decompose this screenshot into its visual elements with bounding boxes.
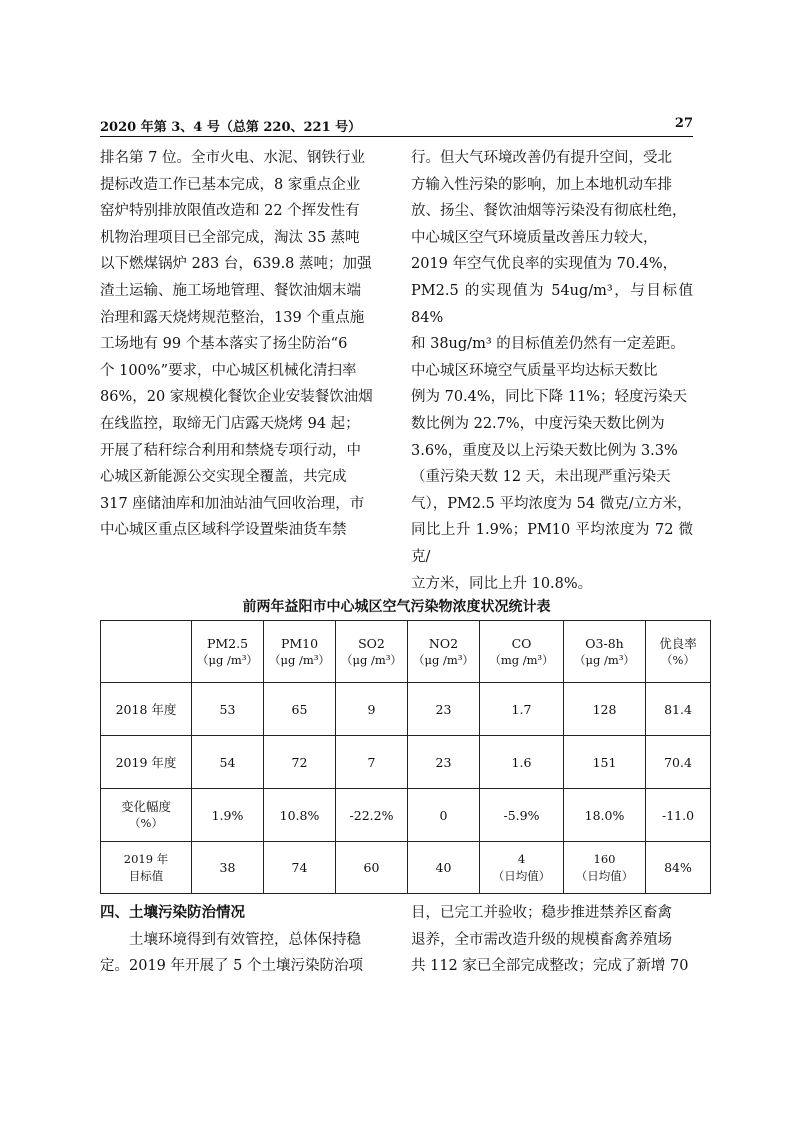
- table-cell: 53: [192, 683, 264, 736]
- text-line: 在线监控，取缔无门店露天烧烤 94 起；: [100, 415, 360, 432]
- table-cell: 74: [264, 842, 336, 894]
- text-line: 同比上升 1.9%；PM10 平均浓度为 72 微克/: [411, 522, 693, 565]
- text-line: 共 112 家已全部完成整改；完成了新增 70: [411, 958, 689, 975]
- column-header: [192, 621, 264, 683]
- column-header: [646, 621, 711, 683]
- table-cell: 70.4: [646, 736, 711, 789]
- left-column-top: [100, 145, 385, 544]
- text-line: 以下燃煤锅炉 283 台，639.8 蒸吨；加强: [100, 256, 372, 273]
- row-label-text: 2019 年度: [115, 754, 177, 770]
- table-cell: 23: [408, 736, 480, 789]
- text-line: 和 38ug/m³ 的目标值差仍然有一定差距。: [411, 336, 685, 353]
- table-row: [101, 842, 711, 894]
- text-line: 退养，全市需改造升级的规模畜禽养殖场: [411, 931, 672, 948]
- text-line: 2019 年空气优良率的实现值为 70.4%，: [411, 256, 678, 273]
- column-header-unit: （mg /m³）: [489, 652, 554, 667]
- table-cell: 0: [408, 789, 480, 842]
- table-cell: 1.7: [480, 683, 564, 736]
- table-cell: 38: [192, 842, 264, 894]
- table-cell: 23: [408, 683, 480, 736]
- text-line: 86%，20 家规模化餐饮企业安装餐饮油烟: [100, 389, 373, 406]
- column-header-unit: （μg /m³）: [341, 652, 402, 667]
- column-header-unit: （%）: [661, 652, 695, 667]
- column-header-name: PM10: [280, 635, 319, 651]
- table-cell: 65: [264, 683, 336, 736]
- table-cell: [480, 842, 564, 894]
- table-row: [101, 736, 711, 789]
- table-row: [101, 789, 711, 842]
- text-line: 目，已完工并验收；稳步推进禁养区畜禽: [411, 905, 672, 921]
- text-line: 个 100%”要求，中心城区机械化清扫率: [100, 362, 357, 379]
- column-header-name: CO: [511, 635, 532, 651]
- table-cell: -5.9%: [480, 789, 564, 842]
- text-line: 治理和露天烧烤规范整治，139 个重点施: [100, 309, 365, 326]
- text-line: 土壤环境得到有效管控，总体保持稳: [129, 931, 361, 948]
- page-number: 27: [674, 116, 693, 131]
- text-line: 开展了秸秆综合利用和禁烧专项行动，中: [100, 442, 361, 459]
- table-header-row: [101, 621, 711, 683]
- text-line: 317 座储油库和加油站油气回收治理，市: [100, 495, 365, 512]
- row-label-text: 目标值: [128, 868, 164, 883]
- pollution-table: [100, 620, 711, 894]
- table-cell: 18.0%: [564, 789, 646, 842]
- table-cell: [564, 842, 646, 894]
- column-header: [264, 621, 336, 683]
- text-line: 例为 70.4%，同比下降 11%；轻度污染天: [411, 389, 688, 406]
- text-line: 窑炉特别排放限值改造和 22 个挥发性有: [100, 203, 360, 220]
- text-line: 心城区新能源公交实现全覆盖，共完成: [100, 469, 347, 486]
- table-cell: 54: [192, 736, 264, 789]
- column-header-name: 优良率: [659, 635, 697, 651]
- column-header-name: NO2: [428, 635, 459, 651]
- page-header: [100, 116, 693, 137]
- column-header-name: PM2.5: [206, 635, 249, 651]
- text-line: 定。2019 年开展了 5 个土壤污染防治项: [100, 958, 363, 975]
- table-cell: 81.4: [646, 683, 711, 736]
- text-line: 排名第 7 位。全市火电、水泥、钢铁行业: [100, 150, 365, 166]
- section-heading: 四、土壤污染防治情况: [100, 905, 245, 921]
- column-header-unit: （μg /m³）: [269, 652, 330, 667]
- table-cell: 151: [564, 736, 646, 789]
- text-line: 放、扬尘、餐饮油烟等污染没有彻底杜绝，: [411, 203, 687, 220]
- column-header: [480, 621, 564, 683]
- table-cell: 9: [336, 683, 408, 736]
- row-label-text: 2019 年: [123, 851, 169, 866]
- text-line: 方输入性污染的影响，加上本地机动车排: [411, 176, 672, 193]
- text-line: 机物治理项目已全部完成，淘汰 35 蒸吨: [100, 229, 360, 246]
- text-line: 数比例为 22.7%，中度污染天数比例为: [411, 415, 665, 432]
- cell-note: （日均值）: [575, 868, 634, 883]
- table-cell: -11.0: [646, 789, 711, 842]
- right-column-bottom: [411, 900, 693, 980]
- table-cell: 60: [336, 842, 408, 894]
- text-line: 中心城区空气环境质量改善压力较大，: [411, 229, 658, 246]
- row-label: [101, 789, 192, 842]
- table-cell: 40: [408, 842, 480, 894]
- text-line: （重污染天数 12 天，未出现严重污染天: [411, 469, 671, 486]
- right-column-top: [411, 145, 693, 597]
- row-label-unit: （%）: [129, 816, 163, 830]
- column-header-name: SO2: [358, 635, 385, 651]
- table-cell: 84%: [646, 842, 711, 894]
- journal-issue: 2020 年第 3、4 号（总第 220、221 号）: [100, 120, 362, 135]
- left-column-bottom: [100, 900, 385, 980]
- column-header: [408, 621, 480, 683]
- table-cell: 1.9%: [192, 789, 264, 842]
- text-line: 行。但大气环境改善仍有提升空间，受北: [411, 150, 672, 166]
- cell-note: （日均值）: [492, 868, 551, 883]
- table-cell: 7: [336, 736, 408, 789]
- table-cell: -22.2%: [336, 789, 408, 842]
- column-header-unit: （μg /m³）: [574, 652, 635, 667]
- column-header-unit: （μg /m³）: [413, 652, 474, 667]
- table-cell: 72: [264, 736, 336, 789]
- text-line: 工场地有 99 个基本落实了扬尘防治“6: [100, 336, 348, 353]
- table-cell: 10.8%: [264, 789, 336, 842]
- cell-value: 4: [517, 851, 526, 866]
- text-line: 提标改造工作已基本完成，8 家重点企业: [100, 176, 361, 193]
- column-header: [336, 621, 408, 683]
- text-line: 立方米，同比上升 10.8%。: [411, 575, 593, 592]
- text-line: 3.6%，重度及以上污染天数比例为 3.3%: [411, 442, 678, 459]
- row-label: [101, 683, 192, 736]
- column-header-name: O3-8h: [585, 635, 624, 651]
- cell-value: 160: [593, 851, 616, 866]
- table-cell: 1.6: [480, 736, 564, 789]
- text-line: PM2.5 的实现值为 54ug/m³，与目标值 84%: [411, 282, 693, 326]
- table-title: 前两年益阳市中心城区空气污染物浓度状况统计表: [242, 599, 551, 615]
- row-label: [101, 842, 192, 894]
- row-label-text: 变化幅度: [120, 799, 171, 814]
- text-line: 中心城区环境空气质量平均达标天数比: [411, 362, 658, 379]
- row-label-text: 2018 年度: [115, 701, 177, 717]
- text-line: 渣土运输、施工场地管理、餐饮油烟末端: [100, 282, 361, 299]
- corner-cell: [101, 621, 192, 683]
- column-header: [564, 621, 646, 683]
- text-line: 中心城区重点区域科学设置柴油货车禁: [100, 522, 347, 539]
- row-label: [101, 736, 192, 789]
- column-header-unit: （μg /m³）: [197, 652, 258, 667]
- table-cell: 128: [564, 683, 646, 736]
- table-row: [101, 683, 711, 736]
- text-line: 气），PM2.5 平均浓度为 54 微克/立方米，: [411, 495, 692, 512]
